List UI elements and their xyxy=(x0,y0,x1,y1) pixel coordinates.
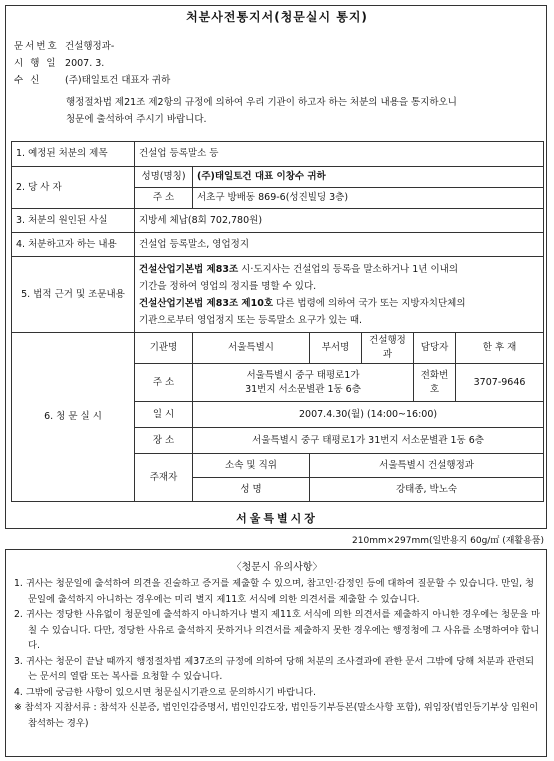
notice-list xyxy=(14,576,542,731)
r2-label: 2. 당 사 자 xyxy=(12,167,135,209)
doc-number-line xyxy=(14,40,114,54)
host-position-label: 소속 및 직위 xyxy=(193,454,310,478)
r5-law1-text-b: 기간을 정하여 영업의 정지를 명할 수 있다. xyxy=(139,280,317,292)
r4-value: 건설업 등록말소, 영업정지 xyxy=(135,233,544,257)
issue-date-value: 2007. 3. xyxy=(65,58,105,69)
address-line-a: 서울특별시 중구 태평로1가 xyxy=(246,369,360,381)
notice-item: 3. 귀사는 청문이 끝날 때까지 행정절차법 제37조의 규정에 의하여 당해 처분의 조사결과에 관한 문서 그밖에 당해 처분과 관련되는 문서의 열람 또는 복사를 요청할 수 있습니다. xyxy=(14,655,534,682)
r5-law2-line-a xyxy=(139,295,539,312)
date-label: 일 시 xyxy=(135,402,193,428)
paper-spec-footnote: 210mm×297mm(일반용지 60g/㎡ (재활용품) xyxy=(352,536,544,546)
host-name-label: 성 명 xyxy=(193,478,310,502)
notice-title: 〈청문시 유의사항〉 xyxy=(231,562,323,573)
notice-table xyxy=(11,141,544,502)
dept-value: 건설행정과 xyxy=(362,333,414,364)
place-value: 서울특별시 중구 태평로1가 31번지 서소문별관 1동 6층 xyxy=(193,428,544,454)
agency-value: 서울특별시 xyxy=(193,333,310,364)
issue-date-line xyxy=(14,57,104,71)
intro-line-2: 청문에 출석하여 주시기 바랍니다. xyxy=(66,114,207,125)
address-line-b: 31번지 서소문별관 1동 6층 xyxy=(245,383,361,395)
notice-item: ※ 참석자 지참서류 : 참석자 신분증, 법인인감증명서, 법인인감도장, 법인등기부등본(말소사항 포함), 위임장(법인등기부상 임원이 참석하는 경우) xyxy=(14,702,539,729)
address-label: 주 소 xyxy=(135,364,193,402)
r2-name-value: (주)태일토건 대표 이창수 귀하 xyxy=(193,167,544,188)
address-value xyxy=(193,364,414,402)
r5-law1-ref: 건설산업기본법 제83조 xyxy=(139,263,239,275)
agency-label: 기관명 xyxy=(135,333,193,364)
host-position-value: 서울특별시 건설행정과 xyxy=(310,454,544,478)
r3-label: 3. 처분의 원인된 사실 xyxy=(12,209,135,233)
r5-law2-ref: 건설산업기본법 제83조 제10호 xyxy=(139,297,274,309)
r2-addr-label: 주 소 xyxy=(135,188,193,209)
place-label: 장 소 xyxy=(135,428,193,454)
notice-item: 1. 귀사는 청문일에 출석하여 의견을 진술하고 증거를 제출할 수 있으며, 참고인·감정인 등에 대하여 질문할 수 있습니다. 만일, 청문일에 출석하지 아니하는 경우에는 미리 별지 제11호 서식에 의한 의견서를 제출할 수 있습니다. xyxy=(14,578,534,605)
phone-label: 전화번호 xyxy=(414,364,456,402)
intro-text xyxy=(66,94,526,128)
r6-label: 6. 청 문 실 시 xyxy=(12,333,135,502)
host-label: 주재자 xyxy=(135,454,193,502)
dept-label: 부서명 xyxy=(310,333,362,364)
recipient-label: 수 신 xyxy=(14,75,42,86)
issue-date-label: 시 행 일 xyxy=(14,58,58,69)
r1-label: 1. 예정된 처분의 제목 xyxy=(12,142,135,167)
r5-law1-text-a: 시·도지사는 건설업의 등록을 말소하거나 1년 이내의 xyxy=(238,263,459,275)
r5-value xyxy=(135,257,544,333)
r3-value: 지방세 체납(8회 702,780원) xyxy=(135,209,544,233)
notice-box xyxy=(5,549,547,757)
r5-law2-text-a: 다른 법령에 의하여 국가 또는 지방자치단체의 xyxy=(273,297,466,309)
recipient-value: (주)태일토건 대표자 귀하 xyxy=(65,75,171,86)
r1-value: 건설업 등록말소 등 xyxy=(135,142,544,167)
document-title: 처분사전통지서(청문실시 통지) xyxy=(186,10,368,24)
host-name-value: 강태종, 박노숙 xyxy=(310,478,544,502)
officer-label: 담당자 xyxy=(414,333,456,364)
intro-line-1: 행정절차법 제21조 제2항의 규정에 의하여 우리 기관이 하고자 하는 처분의 내용을 통지하오니 xyxy=(66,97,457,108)
r4-label: 4. 처분하고자 하는 내용 xyxy=(12,233,135,257)
notice-item: 2. 귀사는 정당한 사유없이 청문일에 출석하지 아니하거나 별지 제11호 서식에 의한 의견서를 제출하지 아니한 경우에는 청문을 마칠 수 있습니다. 다만, 정당한 사유로 출석하지 못하거나 의견서를 제출하지 못한 경우에는 행정청에 그 사유를 소명하여야 합니다. xyxy=(14,609,541,651)
doc-number-value: 건설행정과- xyxy=(65,41,115,52)
r5-law1-line-a xyxy=(139,261,539,278)
r5-label: 5. 법적 근거 및 조문내용 xyxy=(12,257,135,333)
notice-item: 4. 그밖에 궁금한 사항이 있으시면 청문실시기관으로 문의하시기 바랍니다. xyxy=(14,686,316,698)
recipient-line xyxy=(14,74,170,88)
r2-addr-value: 서초구 방배동 869-6(성진빌딩 3층) xyxy=(193,188,544,209)
phone-value: 3707-9646 xyxy=(456,364,544,402)
r2-name-label: 성명(명칭) xyxy=(135,167,193,188)
officer-value: 한 후 재 xyxy=(456,333,544,364)
issuer-signature: 서울특별시장 xyxy=(236,512,318,525)
date-value: 2007.4.30(월) (14:00~16:00) xyxy=(193,402,544,428)
r5-law2-text-b: 기관으로부터 영업정지 또는 등록말소 요구가 있는 때. xyxy=(139,314,363,326)
doc-number-label: 문서번호 xyxy=(14,41,59,52)
